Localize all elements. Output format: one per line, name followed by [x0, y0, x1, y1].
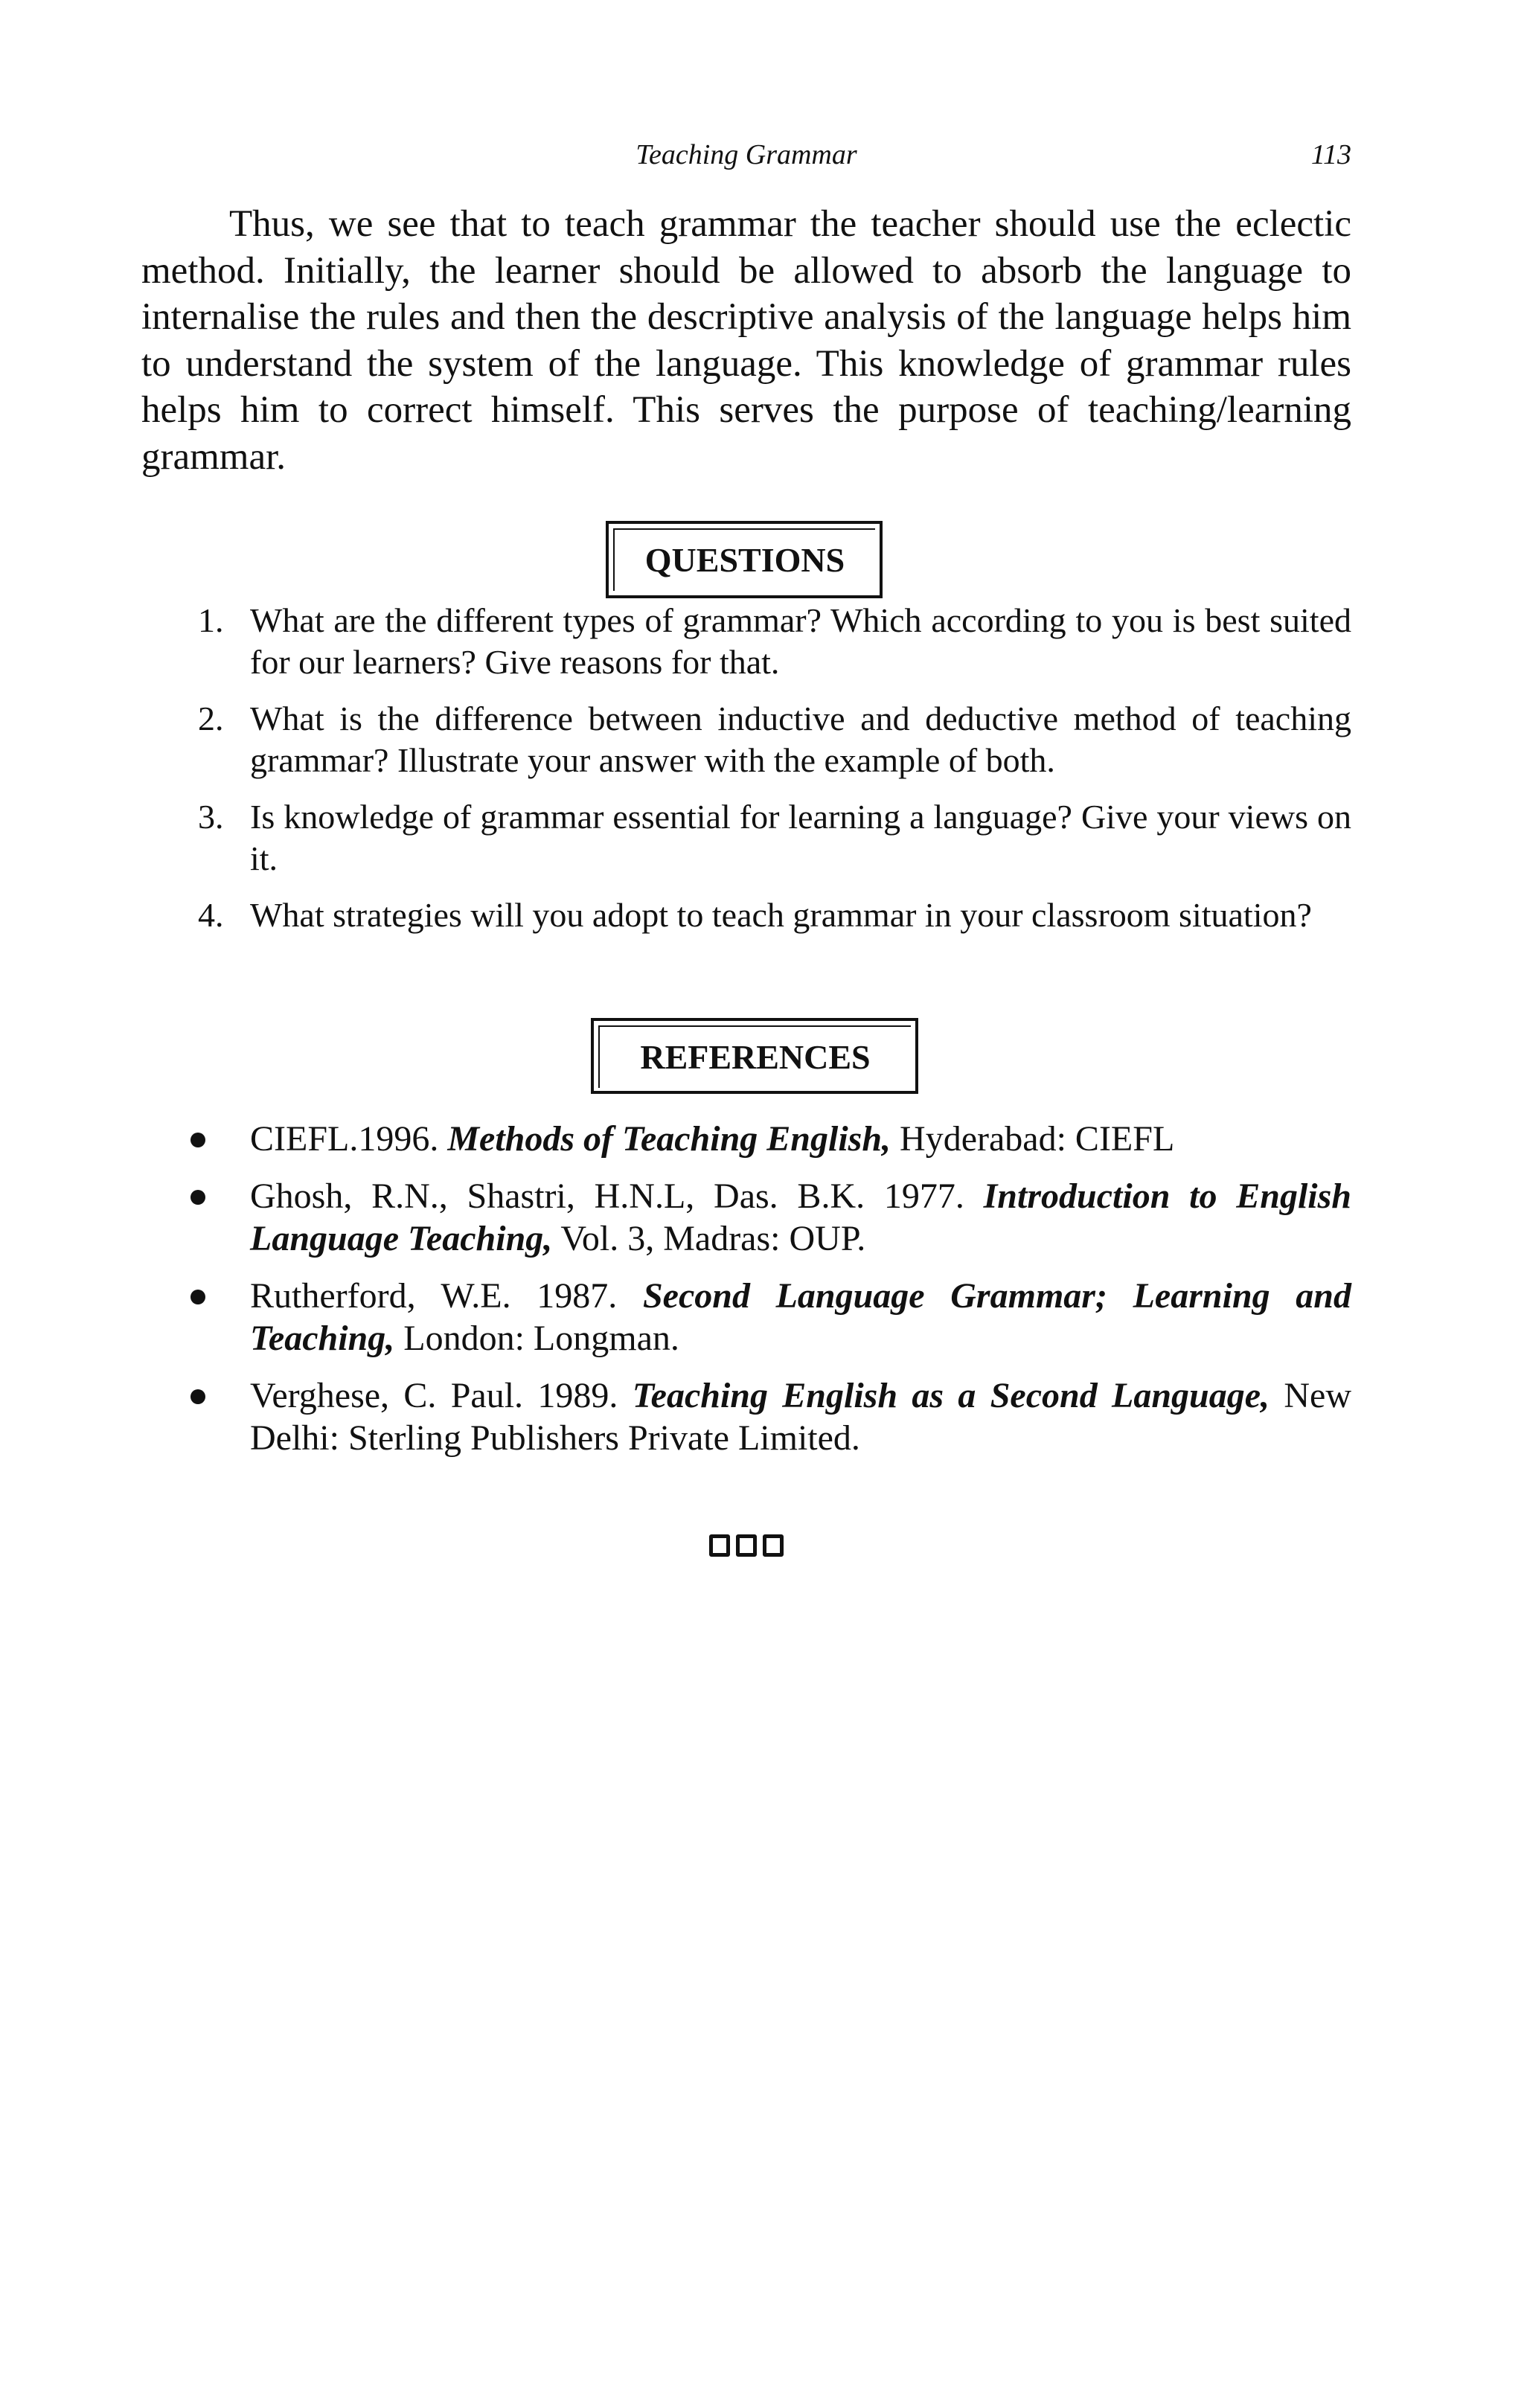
- question-text: What is the difference between inductive and deductive method of teaching grammar? Illustrate your answer with the example of both.: [250, 699, 1351, 779]
- bullet-icon: [190, 1389, 205, 1404]
- reference-author: Verghese, C. Paul. 1989.: [250, 1376, 633, 1415]
- reference-publisher: London: Longman.: [394, 1319, 679, 1358]
- reference-author: CIEFL.1996.: [250, 1119, 448, 1159]
- question-number: 4.: [198, 896, 224, 934]
- reference-publisher: Hyderabad: CIEFL: [891, 1119, 1175, 1159]
- question-item: [141, 600, 1351, 683]
- reference-title: Teaching English as a Second Language,: [632, 1376, 1270, 1415]
- reference-item: [141, 1374, 1351, 1459]
- references-heading: REFERENCES: [598, 1025, 911, 1088]
- reference-item: [141, 1275, 1351, 1360]
- intro-paragraph: Thus, we see that to teach grammar the teacher should use the eclectic method. Initially, the learner should be allowed to absorb the language to internalise the rules and then the descriptive analysis of the language helps him to understand the system of the language. This knowledge of grammar rules helps him to correct himself. This serves the purpose of teaching/learning grammar.: [141, 203, 1351, 478]
- reference-author: Rutherford, W.E. 1987.: [250, 1276, 643, 1316]
- reference-publisher: New Delhi: Sterling Publishers Private Limited.: [250, 1376, 1352, 1458]
- questions-heading: QUESTIONS: [613, 528, 875, 591]
- square-icon: [736, 1534, 757, 1557]
- bullet-icon: [190, 1133, 205, 1147]
- reference-item: [141, 1118, 1351, 1160]
- reference-title: Second Language Grammar; Learning and Teaching,: [250, 1276, 1351, 1358]
- question-number: 1.: [198, 601, 224, 639]
- running-head: [141, 138, 1351, 183]
- running-title: Teaching Grammar: [635, 139, 857, 170]
- question-item: [141, 894, 1351, 936]
- square-icon: [709, 1534, 730, 1557]
- bullet-icon: [190, 1190, 205, 1205]
- square-icon: [763, 1534, 784, 1557]
- end-of-chapter-mark: [141, 1534, 1351, 1560]
- question-text: Is knowledge of grammar essential for learning a language? Give your views on it.: [250, 798, 1351, 877]
- question-text: What strategies will you adopt to teach grammar in your classroom situation?: [250, 896, 1312, 934]
- reference-title: Introduction to English Language Teaching,: [250, 1176, 1351, 1258]
- questions-heading-box: [606, 521, 883, 598]
- bullet-icon: [190, 1290, 205, 1304]
- question-number: 3.: [198, 798, 224, 836]
- question-item: [141, 796, 1351, 880]
- reference-title: Methods of Teaching English,: [447, 1119, 891, 1159]
- reference-publisher: Vol. 3, Madras: OUP.: [552, 1219, 866, 1258]
- question-item: [141, 698, 1351, 781]
- reference-item: [141, 1175, 1351, 1260]
- reference-author: Ghosh, R.N., Shastri, H.N.L, Das. B.K. 1977.: [250, 1176, 984, 1216]
- question-text: What are the different types of grammar? Which according to you is best suited for our learners? Give reasons for that.: [250, 601, 1351, 681]
- questions-list: [141, 600, 1351, 951]
- references-heading-box: [591, 1018, 918, 1094]
- page-number: 113: [1310, 139, 1351, 170]
- question-number: 2.: [198, 699, 224, 737]
- references-list: [141, 1118, 1351, 1474]
